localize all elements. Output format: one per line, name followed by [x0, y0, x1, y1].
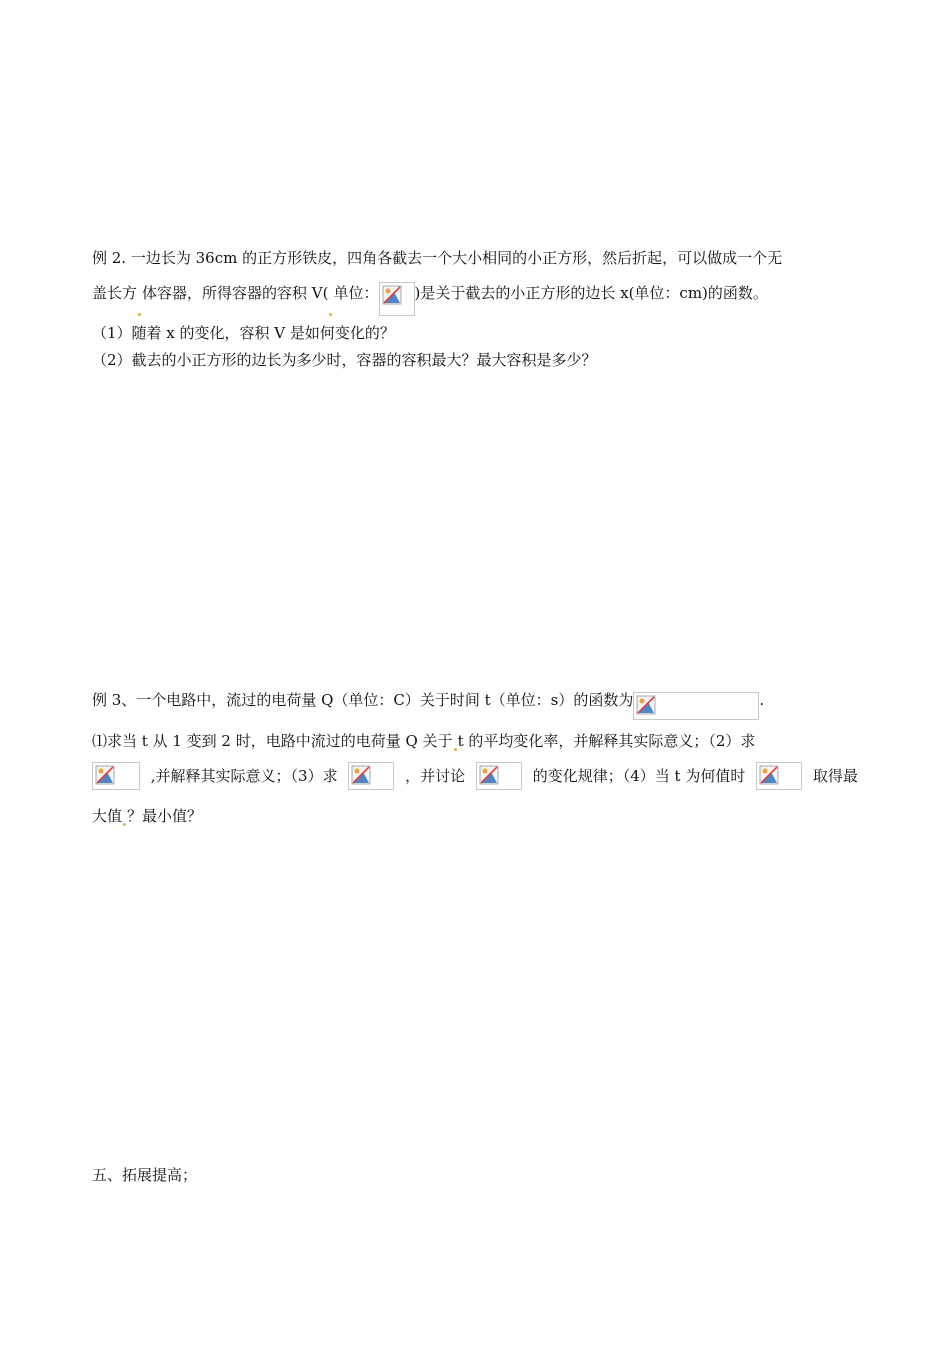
- ex2-question-2: （2）截去的小正方形的边长为多少时，容器的容积最大？最大容积是多少？: [92, 351, 597, 369]
- broken-image-icon: [351, 765, 371, 785]
- ex3-line2-a: ⑴求当 t 从 1 变到 2 时，电路中流过的电荷量 Q 关于: [92, 732, 453, 750]
- formula-image-q-prime-3: [756, 762, 802, 790]
- broken-image-icon: [479, 765, 499, 785]
- formula-image-q-prime-2: [476, 762, 522, 790]
- ex3-line3-b: ，并讨论: [405, 767, 466, 785]
- broken-image-icon: [95, 765, 115, 785]
- formula-image-unit: [379, 282, 415, 316]
- ex2-question-1: （1）随着 x 的变化，容积 V 是如何变化的？: [92, 324, 395, 342]
- ex3-line4: [92, 806, 202, 826]
- ex2-line2-a: 盖长方: [92, 284, 138, 302]
- ex2-line1: [92, 248, 858, 268]
- ex3-line1-end: .: [759, 691, 765, 709]
- broken-image-icon: [636, 695, 656, 715]
- broken-image-icon: [382, 285, 402, 305]
- ex2-line2-c: 单位：: [333, 284, 379, 302]
- edit-mark: [329, 313, 332, 316]
- ex3-line3-a: ,并解释其实际意义；（3）求: [150, 767, 338, 785]
- ex3-line2-left: [92, 731, 755, 751]
- edit-mark: [138, 313, 141, 316]
- ex2-line2-d: )是关于截去的小正方形的边长 x(单位：cm)的函数。: [414, 284, 768, 302]
- edit-mark: [454, 748, 457, 751]
- broken-image-icon: [759, 765, 779, 785]
- ex3-line3-c: 的变化规律；（4）当 t 为何值时: [532, 767, 746, 785]
- ex3-line1-text: 例 3、一个电路中，流过的电荷量 Q（单位：C）关于时间 t（单位：s）的函数为: [92, 691, 634, 709]
- formula-image-q-prime: [348, 762, 394, 790]
- formula-image-derivative: [92, 762, 140, 790]
- ex3-line3: [92, 762, 858, 790]
- ex3-line4-a: 大值: [92, 807, 123, 825]
- ex3-line2-b: t 的平均变化率，并解释其实际意义；（2）求: [457, 732, 756, 750]
- ex3-line2: [92, 731, 858, 751]
- ex2-line2-b: 体容器，所得容器的容积 V(: [142, 284, 329, 302]
- formula-image-q-function: [633, 692, 759, 720]
- ex3-line3-d: 取得最: [812, 767, 858, 785]
- ex3-line4-b: ？最小值？: [127, 807, 203, 825]
- edit-mark: [123, 823, 126, 826]
- ex2-line1-text: 例 2. 一边长为 36cm 的正方形铁皮，四角各截去一个大小相同的小正方形，然后折起，可以做成一个无: [92, 249, 783, 267]
- ex2-line2: [92, 272, 768, 316]
- section5-title: 五、拓展提高；: [92, 1166, 198, 1184]
- ex3-line1: [92, 682, 764, 720]
